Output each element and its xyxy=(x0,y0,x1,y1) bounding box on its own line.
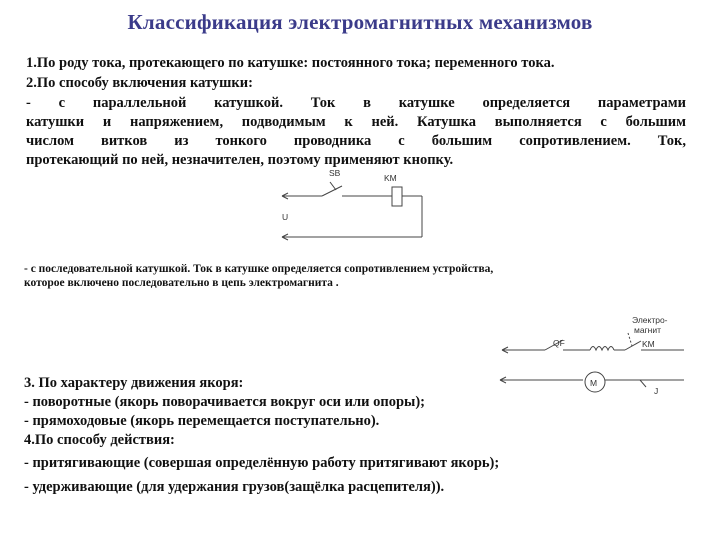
qf-label: QF xyxy=(553,338,565,348)
serial-line-2: которое включено последовательно в цепь электромагнита . xyxy=(24,277,339,289)
section-3-item-2: - прямоходовые (якорь перемещается поступательно). xyxy=(24,413,380,429)
section-4-heading: 4.По способу действия: xyxy=(24,432,175,448)
km-label: KM xyxy=(384,173,397,183)
motor-label: M xyxy=(590,378,598,388)
section-2-line-4: протекающий по ней, незначителен, поэтому применяют кнопку. xyxy=(26,152,454,168)
page-title: Классификация электромагнитных механизмов xyxy=(127,10,593,34)
section-2-line-2: катушки и напряжением, подводимым к ней. Катушка выполняется с большим xyxy=(26,114,686,130)
section-1-text: 1.По роду тока, протекающего по катушке: постоянного тока; переменного тока. xyxy=(26,55,555,71)
magnet-label-2: магнит xyxy=(634,325,662,335)
section-3-item-1: - поворотные (якорь поворачивается вокруг оси или опоры); xyxy=(24,394,426,410)
j-label: J xyxy=(654,386,659,396)
serial-line-1: - с последовательной катушкой. Ток в катушке определяется сопротивлением устройства, xyxy=(24,263,494,275)
section-4-item-1: - притягивающие (совершая определённую работу притягивают якорь); xyxy=(24,455,500,471)
u-label: U xyxy=(282,212,289,222)
section-3-heading: 3. По характеру движения якоря: xyxy=(24,375,244,391)
section-4-item-2: - удерживающие (для удержания грузов(защёлка расцепителя)). xyxy=(24,479,445,495)
magnet-label-1: Электро- xyxy=(632,315,668,325)
sb-label: SB xyxy=(329,168,341,178)
km-serial-label: KM xyxy=(642,339,655,349)
section-2-line-3: числом витков из тонкого проводника с большим сопротивлением. Ток, xyxy=(26,133,686,149)
section-2-heading: 2.По способу включения катушки: xyxy=(26,75,253,91)
section-2-line-1: - с параллельной катушкой. Ток в катушке определяется параметрами xyxy=(26,95,686,111)
